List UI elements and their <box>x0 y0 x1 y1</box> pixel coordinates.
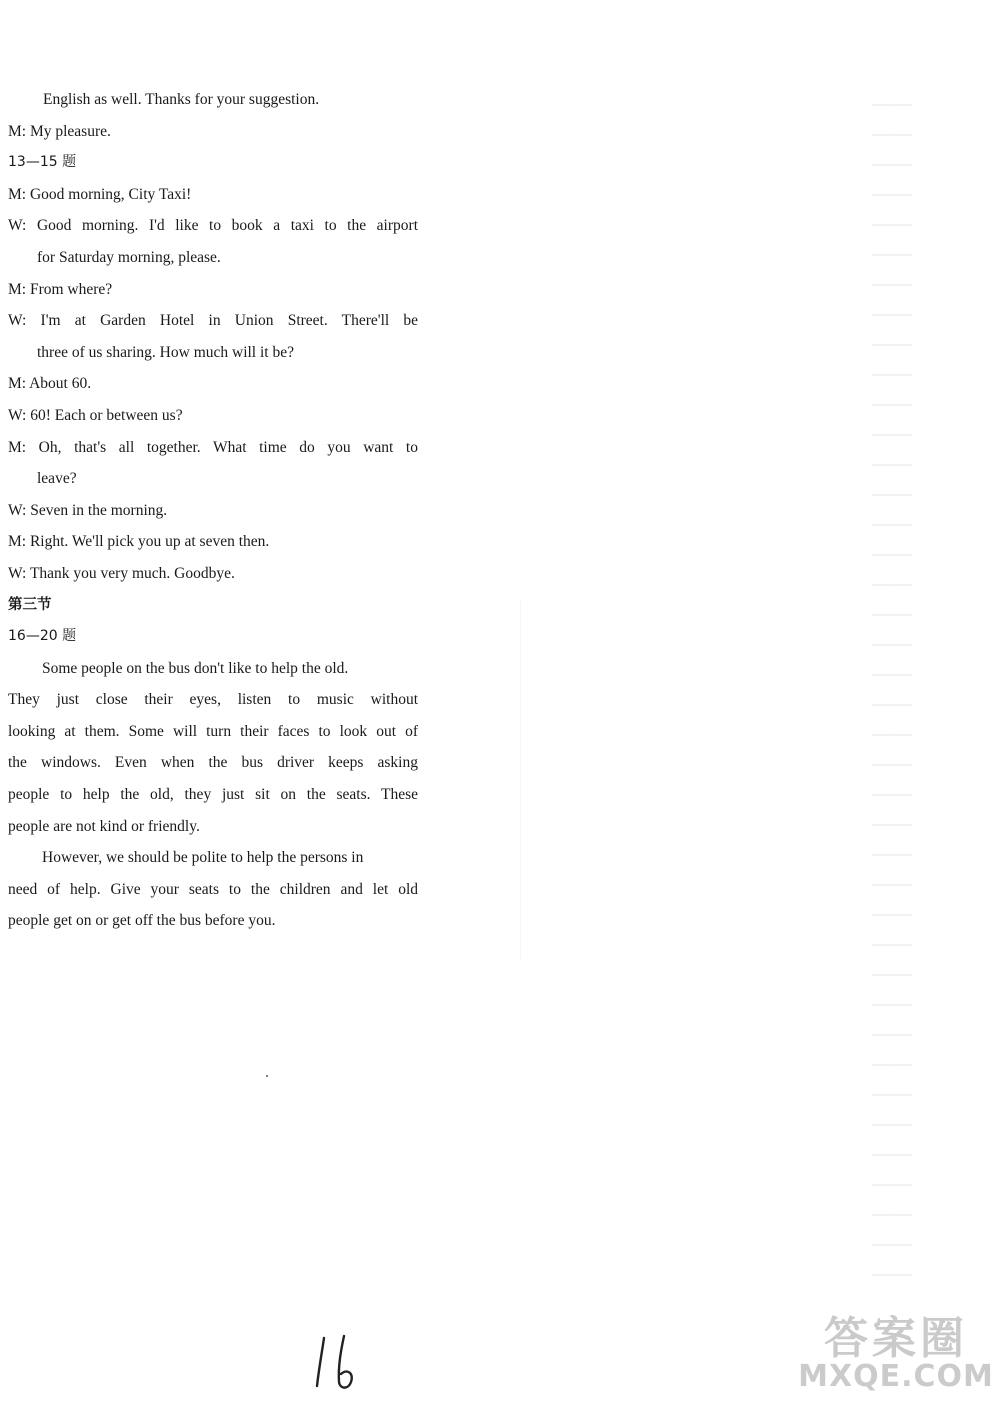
paragraph-line: need of help. Give your seats to the children and let old <box>8 880 418 898</box>
site-watermark <box>796 1302 996 1398</box>
dialogue-line: W: Thank you very much. Goodbye. <box>8 564 235 582</box>
paragraph-line: people are not kind or friendly. <box>8 817 200 835</box>
paragraph-line: people get on or get off the bus before you. <box>8 912 276 930</box>
dialogue-line: M: About 60. <box>8 375 92 393</box>
dialogue-line: M: My pleasure. <box>8 122 111 140</box>
watermark-logo-en: MXQE.COM <box>798 1359 994 1394</box>
scan-noise-strip <box>872 90 912 1290</box>
handwritten-page-number <box>308 1332 368 1392</box>
question-range-heading: 13—15 题 <box>8 154 77 171</box>
dialogue-line: W: I'm at Garden Hotel in Union Street. There'll be <box>8 312 418 330</box>
dialogue-line: M: Oh, that's all together. What time do you want to <box>8 438 418 456</box>
ink-dot <box>266 1075 268 1077</box>
page-gutter <box>520 600 521 960</box>
watermark-logo-cn: 答案圈 <box>824 1313 968 1364</box>
dialogue-line: W: Seven in the morning. <box>8 501 168 519</box>
dialogue-line-continued: for Saturday morning, please. <box>37 248 221 266</box>
dialogue-line: W: 60! Each or between us? <box>8 406 183 424</box>
dialogue-line: M: Right. We'll pick you up at seven then. <box>8 533 270 551</box>
text-column <box>8 84 418 937</box>
paragraph-line: the windows. Even when the bus driver keeps asking <box>8 754 418 772</box>
dialogue-line: M: From where? <box>8 280 113 298</box>
paragraph-line: looking at them. Some will turn their faces to look out of <box>8 722 418 740</box>
dialogue-line-continued: leave? <box>37 470 77 488</box>
dialogue-line: W: Good morning. I'd like to book a taxi to the airport <box>8 217 418 235</box>
paragraph-line: However, we should be polite to help the persons in <box>42 849 364 867</box>
dialogue-line-continued: three of us sharing. How much will it be? <box>37 343 294 361</box>
paragraph-line: people to help the old, they just sit on the seats. These <box>8 786 418 804</box>
text-line: English as well. Thanks for your suggestion. <box>43 91 320 108</box>
paragraph-line: They just close their eyes, listen to music without <box>8 691 418 709</box>
dialogue-line: M: Good morning, City Taxi! <box>8 185 192 203</box>
question-range-heading: 16—20 题 <box>8 628 77 645</box>
section-heading: 第三节 <box>8 596 52 613</box>
paragraph-line: Some people on the bus don't like to help the old. <box>42 659 349 677</box>
